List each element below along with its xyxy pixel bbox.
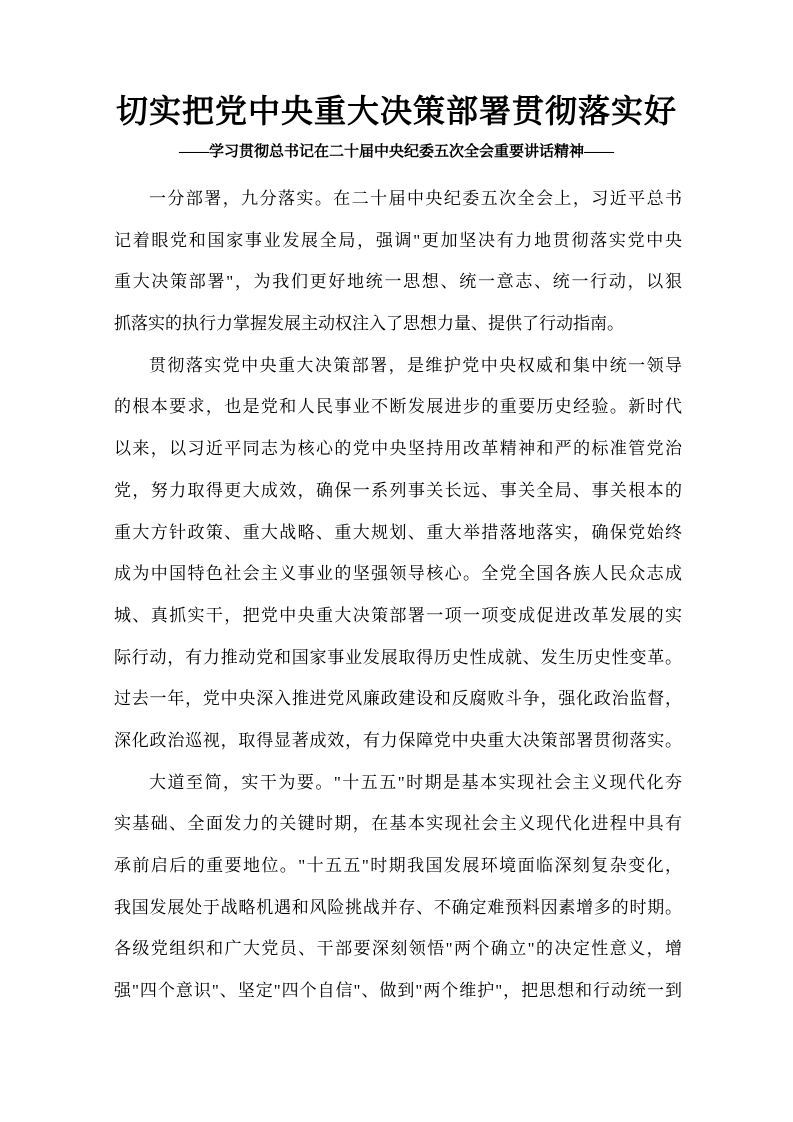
paragraph-line: 际行动，有力推动党和国家事业发展取得历史性成就、发生历史性变革。 — [114, 647, 682, 667]
paragraph-line: 我国发展处于战略机遇和风险挑战并存、不确定难预料因素增多的时期。 — [114, 897, 682, 917]
document-body — [114, 178, 682, 1012]
paragraph — [114, 345, 682, 762]
paragraph-line: 实基础、全面发力的关键时期，在基本实现社会主义现代化进程中具有 — [114, 814, 682, 834]
paragraph — [114, 762, 682, 1012]
paragraph-line: 各级党组织和广大党员、干部要深刻领悟"两个确立"的决定性意义，增 — [114, 939, 682, 959]
paragraph-line: 承前启后的重要地位。"十五五"时期我国发展环境面临深刻复杂变化， — [114, 856, 682, 875]
paragraph-line: 过去一年，党中央深入推进党风廉政建设和反腐败斗争，强化政治监督， — [114, 689, 682, 709]
paragraph-line: 成为中国特色社会主义事业的坚强领导核心。全党全国各族人民众志成 — [114, 564, 682, 584]
paragraph — [114, 178, 682, 345]
paragraph-line: 深化政治巡视，取得显著成效，有力保障党中央重大决策部署贯彻落实。 — [114, 730, 682, 750]
document-title: 切实把党中央重大决策部署贯彻落实好 — [115, 93, 677, 129]
document-subtitle: ——学习贯彻总书记在二十届中央纪委五次全会重要讲话精神—— — [178, 144, 614, 160]
paragraph-line: 的根本要求，也是党和人民事业不断发展进步的重要历史经验。新时代 — [114, 397, 682, 417]
paragraph-line: 大道至简，实干为要。"十五五"时期是基本实现社会主义现代化夯 — [149, 772, 682, 792]
paragraph-line: 重大方针政策、重大战略、重大规划、重大举措落地落实，确保党始终 — [114, 522, 682, 542]
paragraph-line: 抓落实的执行力掌握发展主动权注入了思想力量、提供了行动指南。 — [114, 314, 624, 334]
paragraph-line: 一分部署，九分落实。在二十届中央纪委五次全会上，习近平总书 — [149, 189, 682, 208]
paragraph-line: 贯彻落实党中央重大决策部署，是维护党中央权威和集中统一领导 — [149, 355, 682, 375]
paragraph-line: 强"四个意识"、坚定"四个自信"、做到"两个维护"，把思想和行动统一到 — [114, 981, 682, 1001]
paragraph-line: 党，努力取得更大成效，确保一系列事关长远、事关全局、事关根本的 — [114, 480, 682, 500]
paragraph-line: 以来，以习近平同志为核心的党中央坚持用改革精神和严的标准管党治 — [114, 439, 682, 459]
paragraph-line: 重大决策部署"，为我们更好地统一思想、统一意志、统一行动，以狠 — [114, 272, 682, 292]
paragraph-line: 记着眼党和国家事业发展全局，强调"更加坚决有力地贯彻落实党中央 — [114, 230, 682, 250]
paragraph-line: 城、真抓实干，把党中央重大决策部署一项一项变成促进改革发展的实 — [114, 605, 682, 625]
